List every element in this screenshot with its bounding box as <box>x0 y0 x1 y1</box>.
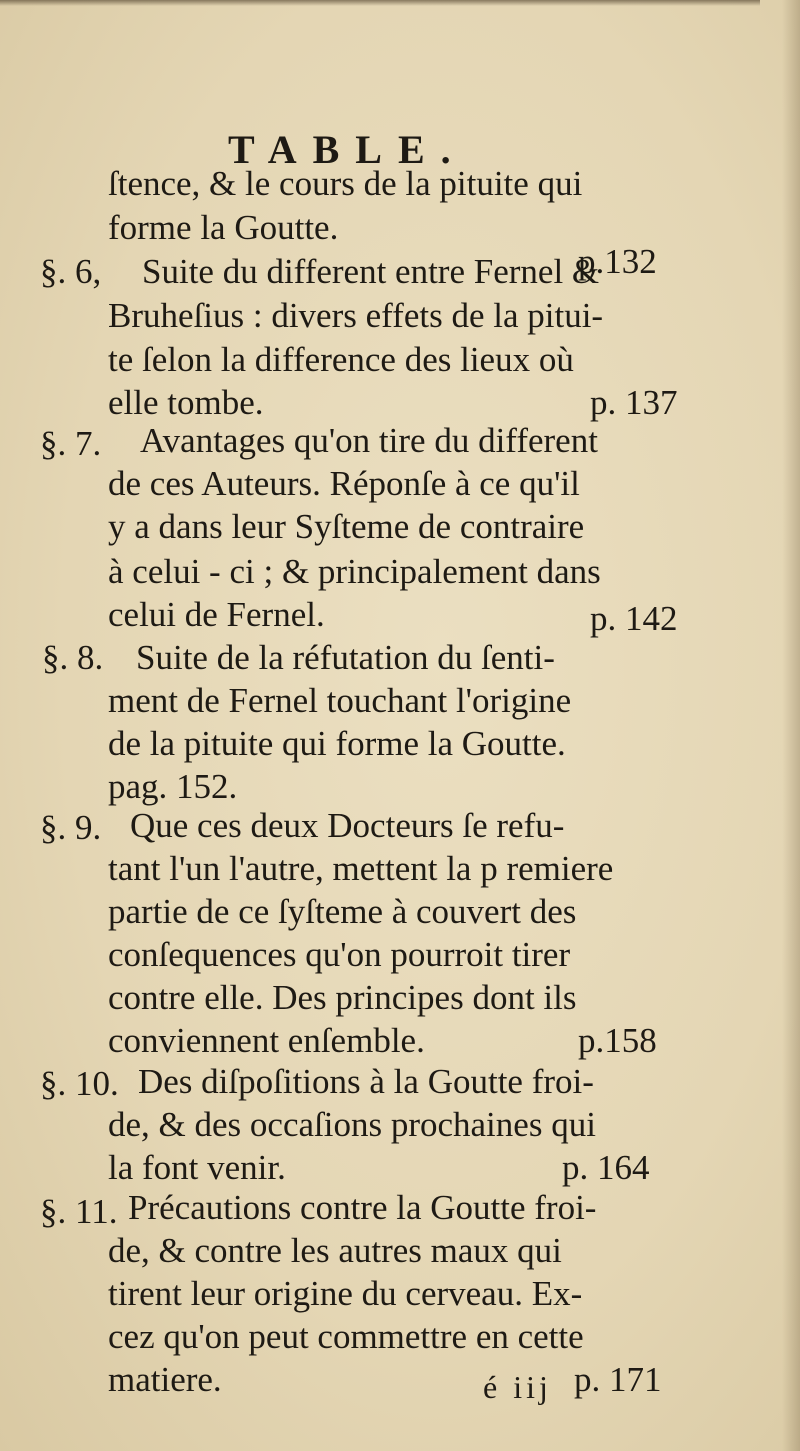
page-reference: p. 142 <box>590 599 678 638</box>
entry-line: Que ces deux Docteurs ſe refu- <box>130 806 565 845</box>
entry-line: de ces Auteurs. Réponſe à ce qu'il <box>108 464 580 503</box>
entry-line: y a dans leur Syſteme de contraire <box>108 507 585 546</box>
entry-line: Suite du different entre Fernel & <box>142 252 600 291</box>
entry-line: conviennent enſemble. <box>108 1021 425 1060</box>
entry-line: contre elle. Des principes dont ils <box>108 978 577 1017</box>
running-header: TABLE. <box>228 127 467 172</box>
entry-line: la font venir. <box>108 1148 286 1187</box>
entry-line: ſtence, & le cours de la pituite qui <box>108 164 583 203</box>
section-number: §. 6, <box>40 252 102 291</box>
section-number: §. 7. <box>40 424 102 463</box>
entry-line: de la pituite qui forme la Goutte. <box>108 724 566 763</box>
entry-line: ment de Fernel touchant l'origine <box>108 681 572 720</box>
entry-line: forme la Goutte. <box>108 208 339 247</box>
entry-line: cez qu'on peut commettre en cette <box>108 1317 584 1356</box>
entry-line: de, & des occaſions prochaines qui <box>108 1105 596 1144</box>
entry-line: Des diſpoſitions à la Goutte froi- <box>138 1062 594 1101</box>
entry-line: celui de Fernel. <box>108 595 325 634</box>
signature-mark: é iij <box>483 1369 552 1405</box>
entry-line: conſequences qu'on pourroit tirer <box>108 935 571 974</box>
entry-line: partie de ce ſyſteme à couvert des <box>108 892 577 931</box>
page-reference: p.132 <box>578 242 657 281</box>
entry-line: tirent leur origine du cerveau. Ex- <box>108 1274 583 1313</box>
entry-line: de, & contre les autres maux qui <box>108 1231 562 1270</box>
entry-line: te ſelon la difference des lieux où <box>108 340 574 379</box>
entry-line: Précautions contre la Goutte froi- <box>128 1188 597 1227</box>
entry-line: à celui - ci ; & principalement dans <box>108 552 601 591</box>
page-reference: p. 137 <box>590 383 678 422</box>
entry-line: pag. 152. <box>108 767 238 806</box>
entry-line: Avantages qu'on tire du different <box>140 421 598 460</box>
section-number: §. 8. <box>42 638 104 677</box>
page-reference: p. 171 <box>574 1360 662 1399</box>
entry-line: Bruheſius : divers effets de la pitui- <box>108 296 604 335</box>
entry-line: elle tombe. <box>108 383 264 422</box>
section-number: §. 9. <box>40 808 102 847</box>
entry-line: Suite de la réfutation du ſenti- <box>136 638 555 677</box>
page-top-edge <box>0 0 760 6</box>
page-edge-shadow <box>782 0 800 1451</box>
section-number: §. 11. <box>40 1192 118 1231</box>
page-reference: p.158 <box>578 1021 657 1060</box>
page-reference: p. 164 <box>562 1148 650 1187</box>
entry-line: matiere. <box>108 1360 222 1399</box>
entry-line: tant l'un l'autre, mettent la p remiere <box>108 849 614 888</box>
section-number: §. 10. <box>40 1064 119 1103</box>
